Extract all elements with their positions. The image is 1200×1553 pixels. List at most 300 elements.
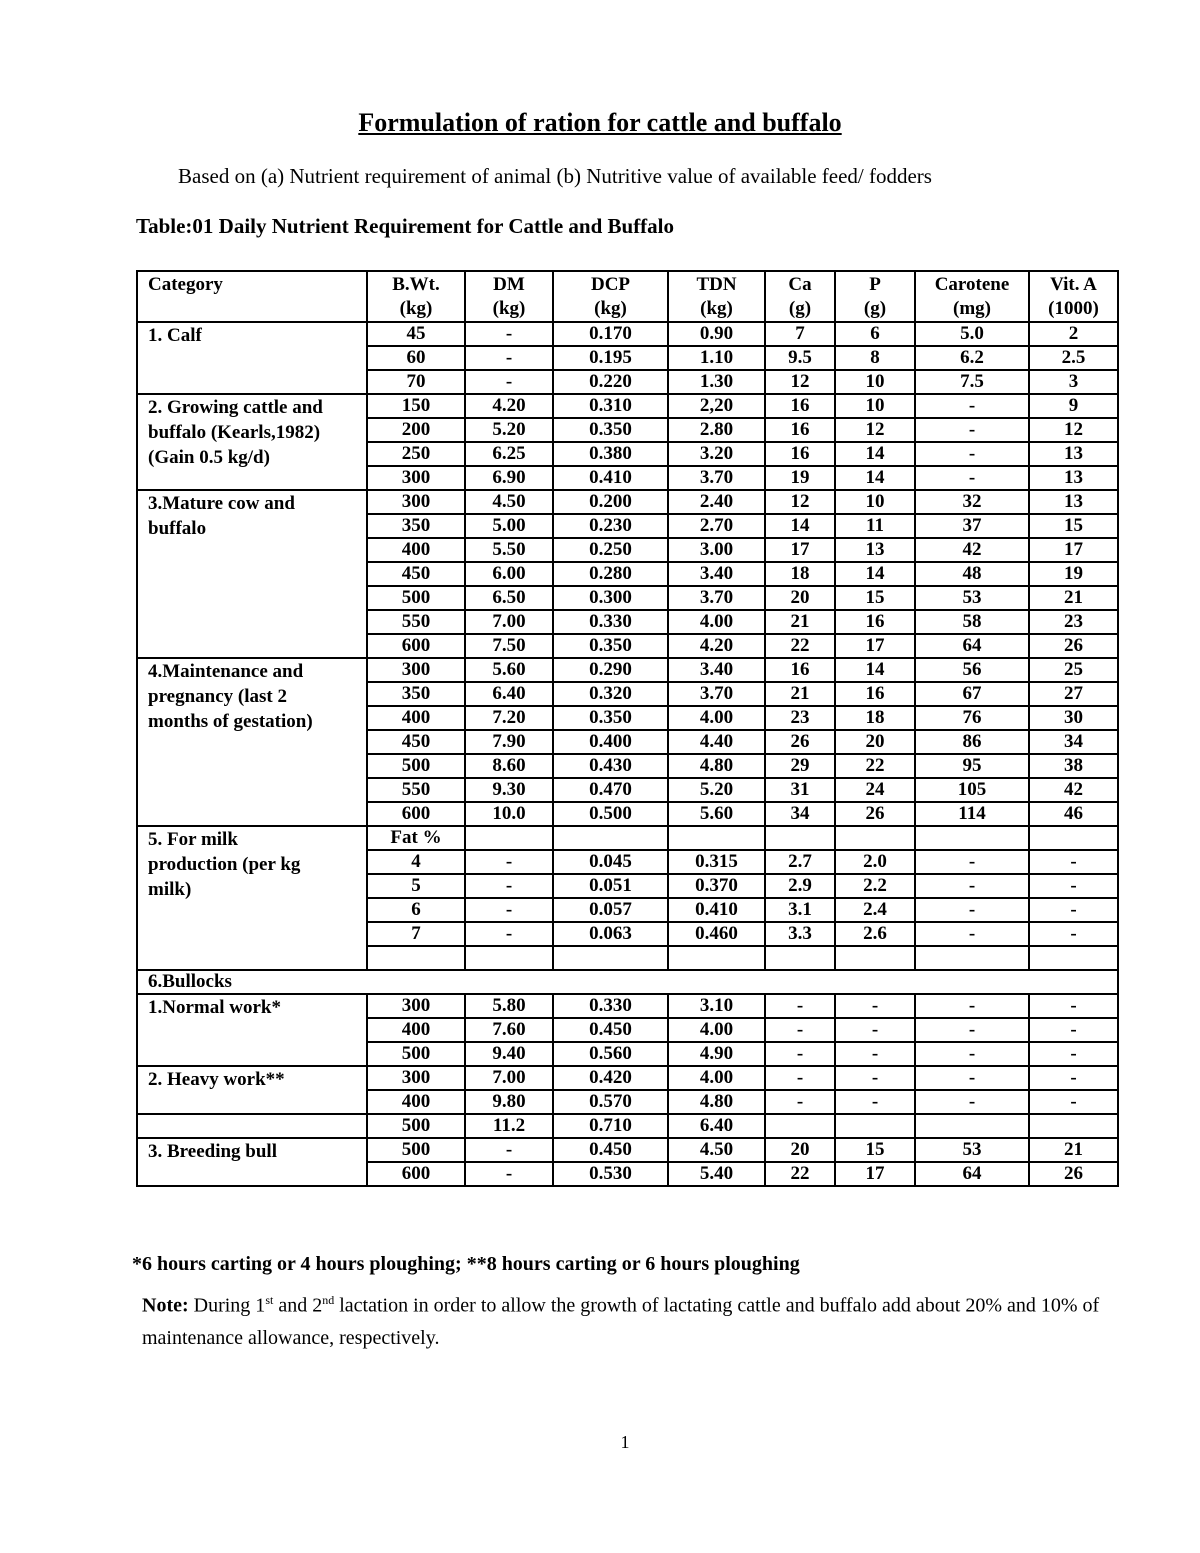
table-cell: 15 <box>835 586 915 610</box>
table-cell: - <box>465 898 553 922</box>
table-cell: 18 <box>835 706 915 730</box>
table-cell: 29 <box>765 754 835 778</box>
table-cell: 6.2 <box>915 346 1029 370</box>
table-cell <box>835 1114 915 1138</box>
table-cell: Fat % <box>367 826 465 850</box>
table-cell: 1.30 <box>668 370 765 394</box>
header-category: Category <box>137 271 367 322</box>
table-cell: 300 <box>367 490 465 514</box>
table-cell: 0.430 <box>553 754 668 778</box>
table-cell <box>465 946 553 970</box>
table-cell: - <box>915 1090 1029 1114</box>
nutrient-requirement-table <box>136 270 1119 1187</box>
table-cell: 0.570 <box>553 1090 668 1114</box>
category-cell: 5. For milk production (per kg milk) <box>137 826 367 970</box>
table-cell: 23 <box>1029 610 1118 634</box>
page-title: Formulation of ration for cattle and buffalo <box>358 108 842 137</box>
table-cell: 7 <box>367 922 465 946</box>
table-cell: 26 <box>765 730 835 754</box>
table-cell: 5.20 <box>668 778 765 802</box>
table-cell: 0.370 <box>668 874 765 898</box>
table-cell: 105 <box>915 778 1029 802</box>
table-cell: 7.00 <box>465 1066 553 1090</box>
table-cell: 14 <box>835 442 915 466</box>
table-cell: 0.400 <box>553 730 668 754</box>
table-cell: 150 <box>367 394 465 418</box>
table-cell: 23 <box>765 706 835 730</box>
table-body <box>137 322 1118 1186</box>
table-cell: 16 <box>765 442 835 466</box>
table-cell <box>915 946 1029 970</box>
table-cell: - <box>915 922 1029 946</box>
table-cell: 4.20 <box>465 394 553 418</box>
table-cell: 31 <box>765 778 835 802</box>
table-cell: 7.50 <box>465 634 553 658</box>
table-cell: 0.330 <box>553 610 668 634</box>
table-cell: 3.70 <box>668 682 765 706</box>
table-cell: 13 <box>1029 490 1118 514</box>
table-cell <box>553 946 668 970</box>
table-cell: 9 <box>1029 394 1118 418</box>
table-cell: - <box>465 322 553 346</box>
table-cell: 34 <box>1029 730 1118 754</box>
table-cell: 4.50 <box>465 490 553 514</box>
table-row <box>137 1114 1118 1138</box>
table-cell <box>765 826 835 850</box>
note-label: Note: <box>142 1294 189 1317</box>
table-cell: 0.460 <box>668 922 765 946</box>
table-cell: 6.25 <box>465 442 553 466</box>
table-cell: 450 <box>367 730 465 754</box>
table-cell: 0.057 <box>553 898 668 922</box>
note-sup-2: nd <box>322 1293 335 1307</box>
table-cell: 34 <box>765 802 835 826</box>
group-heading-cell: 6.Bullocks <box>137 970 1118 994</box>
table-cell: 19 <box>765 466 835 490</box>
table-cell: 0.450 <box>553 1018 668 1042</box>
table-cell: 22 <box>835 754 915 778</box>
table-cell: 2.5 <box>1029 346 1118 370</box>
table-cell: 350 <box>367 682 465 706</box>
table-cell: 0.300 <box>553 586 668 610</box>
table-row <box>137 1138 1118 1162</box>
table-row <box>137 994 1118 1018</box>
table-cell: - <box>765 1090 835 1114</box>
table-cell: - <box>765 1042 835 1066</box>
table-cell: - <box>1029 898 1118 922</box>
table-cell: - <box>465 922 553 946</box>
table-cell: - <box>1029 994 1118 1018</box>
table-cell: - <box>1029 1066 1118 1090</box>
table-cell: 2.6 <box>835 922 915 946</box>
table-cell: 46 <box>1029 802 1118 826</box>
table-cell: - <box>835 1066 915 1090</box>
table-cell: 11 <box>835 514 915 538</box>
table-cell: 4.40 <box>668 730 765 754</box>
table-cell: 0.530 <box>553 1162 668 1186</box>
table-cell: 53 <box>915 586 1029 610</box>
table-cell: - <box>1029 1090 1118 1114</box>
table-cell: 500 <box>367 1138 465 1162</box>
table-cell: 600 <box>367 802 465 826</box>
table-cell: - <box>465 346 553 370</box>
table-cell: - <box>915 1042 1029 1066</box>
table-row <box>137 490 1118 514</box>
table-cell: 42 <box>1029 778 1118 802</box>
table-cell: 26 <box>1029 634 1118 658</box>
table-cell: 5.00 <box>465 514 553 538</box>
table-cell: 16 <box>765 418 835 442</box>
header-carotene: Carotene (mg) <box>915 271 1029 322</box>
table-cell: 48 <box>915 562 1029 586</box>
table-cell: 6.40 <box>465 682 553 706</box>
table-cell: 6.50 <box>465 586 553 610</box>
table-cell: 300 <box>367 466 465 490</box>
table-cell: 2.40 <box>668 490 765 514</box>
table-cell: 0.500 <box>553 802 668 826</box>
table-cell: 22 <box>765 634 835 658</box>
table-row <box>137 826 1118 850</box>
table-cell <box>915 1114 1029 1138</box>
table-cell: 64 <box>915 634 1029 658</box>
table-cell <box>835 946 915 970</box>
table-cell: 450 <box>367 562 465 586</box>
table-cell: 400 <box>367 538 465 562</box>
table-cell: 30 <box>1029 706 1118 730</box>
table-cell: 24 <box>835 778 915 802</box>
table-cell: 21 <box>765 610 835 634</box>
table-cell: 350 <box>367 514 465 538</box>
table-cell: 20 <box>765 586 835 610</box>
table-cell: 5 <box>367 874 465 898</box>
table-cell: 10.0 <box>465 802 553 826</box>
table-cell: 0.320 <box>553 682 668 706</box>
header-dcp: DCP (kg) <box>553 271 668 322</box>
table-cell <box>1029 946 1118 970</box>
table-cell: 12 <box>1029 418 1118 442</box>
table-cell: 86 <box>915 730 1029 754</box>
table-row <box>137 658 1118 682</box>
table-cell: 0.250 <box>553 538 668 562</box>
table-cell: 21 <box>765 682 835 706</box>
table-cell: 64 <box>915 1162 1029 1186</box>
table-cell: 9.80 <box>465 1090 553 1114</box>
table-cell: 15 <box>835 1138 915 1162</box>
table-cell: 4.00 <box>668 610 765 634</box>
table-cell: - <box>465 874 553 898</box>
table-cell: 5.0 <box>915 322 1029 346</box>
table-cell: - <box>765 994 835 1018</box>
table-group-heading-row <box>137 970 1118 994</box>
table-cell: 2.80 <box>668 418 765 442</box>
table-cell: 42 <box>915 538 1029 562</box>
table-cell: 60 <box>367 346 465 370</box>
table-cell: 0.350 <box>553 418 668 442</box>
table-cell: 0.470 <box>553 778 668 802</box>
table-cell: 56 <box>915 658 1029 682</box>
table-cell: 3.70 <box>668 586 765 610</box>
footnote: *6 hours carting or 4 hours ploughing; **8 hours carting or 6 hours ploughing <box>132 1253 800 1275</box>
table-cell: 4.50 <box>668 1138 765 1162</box>
table-cell: 0.290 <box>553 658 668 682</box>
table-cell: 400 <box>367 706 465 730</box>
table-cell: 16 <box>835 682 915 706</box>
table-cell: 17 <box>1029 538 1118 562</box>
table-cell: 17 <box>835 634 915 658</box>
category-cell: 2. Growing cattle and buffalo (Kearls,1982) (Gain 0.5 kg/d) <box>137 394 367 490</box>
note-sup-1: st <box>265 1293 274 1307</box>
table-row <box>137 322 1118 346</box>
table-cell: 3.40 <box>668 562 765 586</box>
table-cell: 500 <box>367 1042 465 1066</box>
table-cell: 2.4 <box>835 898 915 922</box>
table-cell: - <box>915 1066 1029 1090</box>
table-cell: - <box>835 1090 915 1114</box>
table-cell: 0.200 <box>553 490 668 514</box>
header-p: P (g) <box>835 271 915 322</box>
table-cell: 3.1 <box>765 898 835 922</box>
table-cell: - <box>1029 874 1118 898</box>
table-cell: - <box>835 1018 915 1042</box>
table-cell: 17 <box>765 538 835 562</box>
table-cell: 3.20 <box>668 442 765 466</box>
table-cell: 400 <box>367 1090 465 1114</box>
table-cell: 3 <box>1029 370 1118 394</box>
table-cell: - <box>1029 922 1118 946</box>
table-cell: 45 <box>367 322 465 346</box>
note-text-3: lactation in order to allow the growth of lactating cattle and buffalo add about 20% and 10% of maintenance allowance, respectively. <box>142 1294 1100 1349</box>
table-cell: 4.00 <box>668 706 765 730</box>
table-cell: - <box>915 874 1029 898</box>
table-cell: 2.9 <box>765 874 835 898</box>
table-cell: 0.230 <box>553 514 668 538</box>
table-cell: 114 <box>915 802 1029 826</box>
table-cell: 3.00 <box>668 538 765 562</box>
table-cell <box>668 946 765 970</box>
table-cell: 0.380 <box>553 442 668 466</box>
table-cell: 12 <box>765 370 835 394</box>
table-cell: 0.195 <box>553 346 668 370</box>
table-cell: 25 <box>1029 658 1118 682</box>
table-cell: 37 <box>915 514 1029 538</box>
table-cell: 5.40 <box>668 1162 765 1186</box>
table-cell <box>1029 1114 1118 1138</box>
table-cell: 0.410 <box>553 466 668 490</box>
table-cell: - <box>915 994 1029 1018</box>
table-cell: - <box>915 898 1029 922</box>
table-cell: 0.350 <box>553 634 668 658</box>
table-cell: 26 <box>835 802 915 826</box>
category-cell: 1. Calf <box>137 322 367 394</box>
table-cell: 2 <box>1029 322 1118 346</box>
table-cell: 0.310 <box>553 394 668 418</box>
table-cell: 4.00 <box>668 1066 765 1090</box>
table-cell: 12 <box>835 418 915 442</box>
table-cell: 12 <box>765 490 835 514</box>
table-cell: 15 <box>1029 514 1118 538</box>
table-cell: - <box>1029 850 1118 874</box>
table-cell: 6 <box>835 322 915 346</box>
table-cell: 300 <box>367 994 465 1018</box>
table-cell: - <box>465 1138 553 1162</box>
table-cell: 0.051 <box>553 874 668 898</box>
table-cell: 4.00 <box>668 1018 765 1042</box>
table-cell: - <box>915 466 1029 490</box>
table-cell: 0.330 <box>553 994 668 1018</box>
table-cell: 16 <box>765 658 835 682</box>
table-header-row <box>137 271 1118 322</box>
table-cell: 9.40 <box>465 1042 553 1066</box>
table-cell: 10 <box>835 490 915 514</box>
note-text-2: and 2 <box>273 1294 323 1317</box>
table-cell: 0.560 <box>553 1042 668 1066</box>
table-cell: 500 <box>367 586 465 610</box>
table-cell: 76 <box>915 706 1029 730</box>
header-body-weight: B.Wt. (kg) <box>367 271 465 322</box>
table-caption: Table:01 Daily Nutrient Requirement for Cattle and Buffalo <box>136 214 675 238</box>
table-cell: 5.50 <box>465 538 553 562</box>
table-cell: - <box>765 1018 835 1042</box>
page-number: 1 <box>620 1432 630 1452</box>
table-cell: - <box>915 394 1029 418</box>
table-cell: - <box>465 850 553 874</box>
table-cell: 14 <box>835 466 915 490</box>
table-cell: 0.420 <box>553 1066 668 1090</box>
category-cell <box>137 1114 367 1138</box>
table-cell: 7.90 <box>465 730 553 754</box>
table-cell: 7.20 <box>465 706 553 730</box>
table-cell: 5.60 <box>465 658 553 682</box>
table-cell: 21 <box>1029 1138 1118 1162</box>
table-cell: 20 <box>765 1138 835 1162</box>
table-cell: 4.80 <box>668 1090 765 1114</box>
table-cell: - <box>915 442 1029 466</box>
table-cell: 19 <box>1029 562 1118 586</box>
table-cell: 0.315 <box>668 850 765 874</box>
table-cell: 6.00 <box>465 562 553 586</box>
table-cell <box>765 1114 835 1138</box>
table-cell: 10 <box>835 394 915 418</box>
table-cell: 18 <box>765 562 835 586</box>
table-cell: 27 <box>1029 682 1118 706</box>
table-cell: 0.045 <box>553 850 668 874</box>
header-ca: Ca (g) <box>765 271 835 322</box>
table-cell <box>915 826 1029 850</box>
table-cell: 400 <box>367 1018 465 1042</box>
category-cell: 2. Heavy work** <box>137 1066 367 1114</box>
table-cell: 13 <box>835 538 915 562</box>
table-cell: 8.60 <box>465 754 553 778</box>
table-cell: 53 <box>915 1138 1029 1162</box>
table-cell: 500 <box>367 754 465 778</box>
table-cell: 7.5 <box>915 370 1029 394</box>
table-cell: 0.220 <box>553 370 668 394</box>
table-cell: 3.70 <box>668 466 765 490</box>
table-cell: 14 <box>835 562 915 586</box>
table-cell: 16 <box>765 394 835 418</box>
table-cell: 7.00 <box>465 610 553 634</box>
table-cell: 3.3 <box>765 922 835 946</box>
note-text-1: During 1 <box>188 1294 266 1317</box>
table-cell: 70 <box>367 370 465 394</box>
table-cell: 20 <box>835 730 915 754</box>
table-cell: 14 <box>765 514 835 538</box>
table-cell: 0.280 <box>553 562 668 586</box>
table-cell: 5.80 <box>465 994 553 1018</box>
table-cell: 3.10 <box>668 994 765 1018</box>
table-cell <box>553 826 668 850</box>
table-cell: 2.0 <box>835 850 915 874</box>
table-cell: 22 <box>765 1162 835 1186</box>
table-cell: 2.2 <box>835 874 915 898</box>
header-vit-a: Vit. A (1000) <box>1029 271 1118 322</box>
table-cell: 9.30 <box>465 778 553 802</box>
table-cell: - <box>915 1018 1029 1042</box>
table-cell: 0.350 <box>553 706 668 730</box>
subtitle: Based on (a) Nutrient requirement of animal (b) Nutritive value of available feed/ fodders <box>178 164 932 188</box>
table-cell <box>1029 826 1118 850</box>
table-cell <box>765 946 835 970</box>
table-row <box>137 394 1118 418</box>
table-cell: 11.2 <box>465 1114 553 1138</box>
table-cell: 32 <box>915 490 1029 514</box>
table-cell: 4.80 <box>668 754 765 778</box>
table-cell <box>367 946 465 970</box>
table-cell: 550 <box>367 778 465 802</box>
table-cell: - <box>915 418 1029 442</box>
table-cell: 38 <box>1029 754 1118 778</box>
table-cell: 0.710 <box>553 1114 668 1138</box>
table-cell: 4.90 <box>668 1042 765 1066</box>
table-cell: 10 <box>835 370 915 394</box>
table-cell: 1.10 <box>668 346 765 370</box>
table-cell: 0.90 <box>668 322 765 346</box>
table-cell: 13 <box>1029 466 1118 490</box>
table-cell: 5.60 <box>668 802 765 826</box>
table-cell: 600 <box>367 634 465 658</box>
category-cell: 1.Normal work* <box>137 994 367 1066</box>
table-cell: - <box>915 850 1029 874</box>
category-cell: 3. Breeding bull <box>137 1138 367 1186</box>
table-cell: 16 <box>835 610 915 634</box>
table-cell: 58 <box>915 610 1029 634</box>
header-dm: DM (kg) <box>465 271 553 322</box>
table-cell: 4 <box>367 850 465 874</box>
category-cell: 4.Maintenance and pregnancy (last 2 months of gestation) <box>137 658 367 826</box>
table-cell <box>668 826 765 850</box>
table-cell: 9.5 <box>765 346 835 370</box>
table-cell: 0.450 <box>553 1138 668 1162</box>
table-cell: 600 <box>367 1162 465 1186</box>
table-cell: 550 <box>367 610 465 634</box>
header-tdn: TDN (kg) <box>668 271 765 322</box>
table-cell: 14 <box>835 658 915 682</box>
table-cell: 6.40 <box>668 1114 765 1138</box>
table-cell: 17 <box>835 1162 915 1186</box>
table-cell: 2.70 <box>668 514 765 538</box>
table-cell: - <box>1029 1018 1118 1042</box>
table-cell: 2.7 <box>765 850 835 874</box>
table-cell: - <box>465 1162 553 1186</box>
table-cell: 300 <box>367 1066 465 1090</box>
table-cell: - <box>465 370 553 394</box>
table-cell <box>835 826 915 850</box>
table-cell: - <box>835 994 915 1018</box>
table-cell: 300 <box>367 658 465 682</box>
table-cell: 95 <box>915 754 1029 778</box>
table-cell: 4.20 <box>668 634 765 658</box>
table-cell: 21 <box>1029 586 1118 610</box>
